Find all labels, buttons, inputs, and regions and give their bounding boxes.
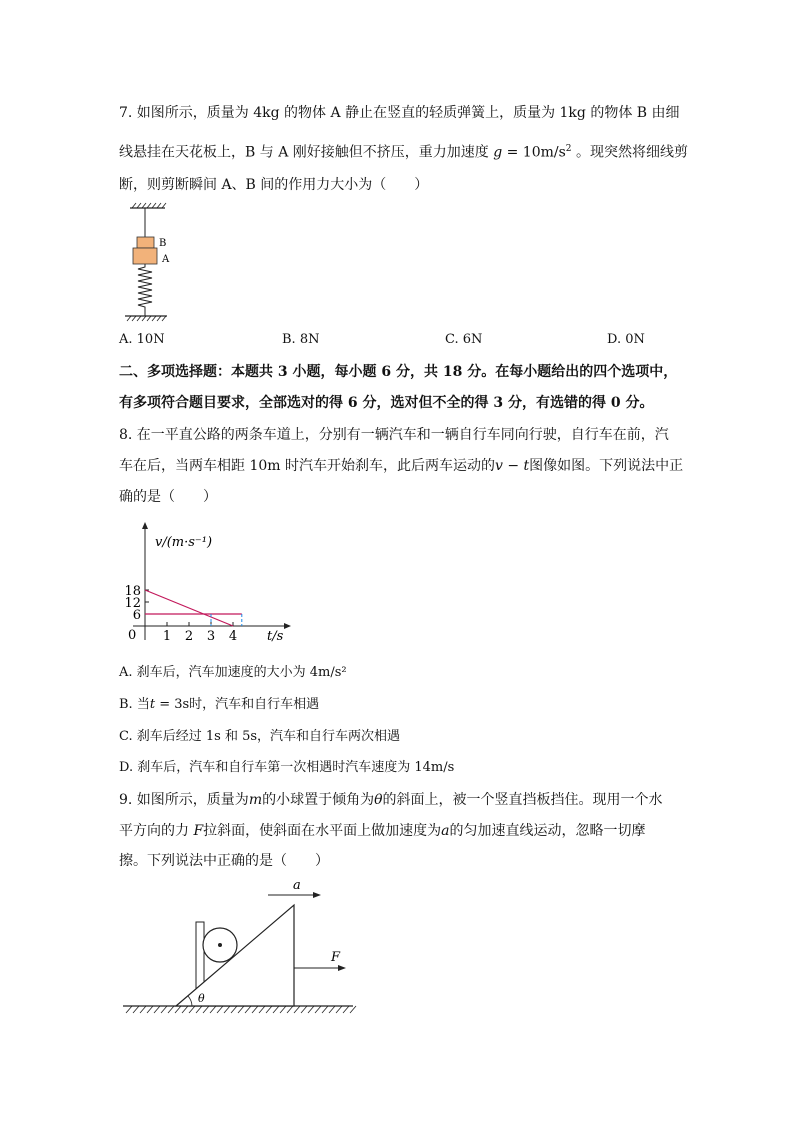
- x-axis-arrowhead: [284, 623, 291, 629]
- x-tick-label: 1: [162, 629, 172, 644]
- t-variable: t: [149, 697, 156, 712]
- label-a: A: [162, 254, 170, 265]
- q7-option-b: B. 8N: [282, 332, 320, 347]
- y-axis-label: v/(m·s⁻¹): [155, 535, 213, 550]
- fig-label-F: F: [331, 950, 341, 965]
- q8-text-line2: 车在后，当两车相距 10m 时汽车开始刹车，此后两车运动的v − t图像如图。下列说法中正: [119, 458, 684, 474]
- block-b: [137, 237, 154, 248]
- acceleration-arrowhead: [313, 892, 321, 898]
- a-variable: a: [441, 823, 450, 839]
- q7-text-line3: 断，则剪断瞬间 A、B 间的作用力大小为（ ）: [119, 177, 429, 193]
- block-a: [133, 248, 157, 264]
- x-tick-label: 2: [184, 629, 194, 644]
- q8-option-c: C. 刹车后经过 1s 和 5s，汽车和自行车两次相遇: [119, 729, 401, 744]
- section2-line2: 有多项符合题目要求，全部选对的得 6 分，选对但不全的得 3 分，有选错的得 0 分。: [119, 395, 654, 411]
- incline: [176, 905, 294, 1006]
- spring-block-figure: [125, 200, 185, 325]
- force-arrowhead: [338, 965, 346, 971]
- section2-line1: 二、多项选择题：本题共 3 小题，每小题 6 分，共 18 分。在每小题给出的四个选项中，: [119, 364, 678, 380]
- y-axis-arrowhead: [142, 522, 148, 529]
- q8-text-line1: 8. 在一平直公路的两条车道上，分别有一辆汽车和一辆自行车同向行驶，自行车在前，汽: [119, 427, 669, 443]
- fig-label-a: a: [293, 878, 301, 893]
- y-tick-label: 12: [124, 596, 141, 611]
- x-axis-label: t/s: [267, 629, 284, 644]
- q7-option-c: C. 6N: [445, 332, 483, 347]
- incline-figure: [118, 875, 358, 1020]
- vt-chart: [115, 520, 305, 650]
- label-b: B: [159, 238, 167, 249]
- ball-center: [218, 943, 222, 947]
- q9-text-line1: 9. 如图所示，质量为m的小球置于倾角为θ的斜面上，被一个竖直挡板挡住。现用一个水: [119, 792, 663, 808]
- q7-option-d: D. 0N: [607, 332, 645, 347]
- m-variable: m: [248, 792, 263, 808]
- q7-option-a: A. 10N: [119, 332, 165, 347]
- q8-option-b: B. 当t = 3s时，汽车和自行车相遇: [119, 697, 320, 712]
- F-variable: F: [193, 823, 204, 839]
- spring: [138, 264, 152, 316]
- y-tick-label: 18: [124, 584, 141, 599]
- vt-variable: v − t: [495, 458, 530, 474]
- q7-text-line1: 7. 如图所示，质量为 4kg 的物体 A 静止在竖直的轻质弹簧上，质量为 1kg 的物体 B 由细: [119, 105, 680, 121]
- floor-hatch: [127, 316, 166, 321]
- g-variable: g: [493, 144, 503, 161]
- q7-text-line2: 线悬挂在天花板上，B 与 A 刚好接触但不挤压，重力加速度 $g = 10m/s^2$ 。现突然将细线剪: [119, 144, 688, 161]
- q9-text-line3: 擦。下列说法中正确的是（ ）: [119, 853, 329, 869]
- q8-option-d: D. 刹车后，汽车和自行车第一次相遇时汽车速度为 14m/s: [119, 760, 455, 775]
- x-tick-label: 3: [206, 629, 216, 644]
- x-tick-label: 4: [228, 629, 238, 644]
- ground-hatch: [126, 1006, 356, 1013]
- origin-label: 0: [128, 628, 137, 643]
- q8-option-a: A. 刹车后，汽车加速度的大小为 4m/s²: [119, 665, 347, 680]
- series-line-1: [145, 590, 233, 626]
- y-tick-label: 6: [132, 608, 141, 623]
- q8-text-line3: 确的是（ ）: [119, 489, 217, 505]
- q9-text-line2: 平方向的力 F拉斜面，使斜面在水平面上做加速度为a的匀加速直线运动，忽略一切摩: [119, 823, 646, 839]
- fig-label-theta: θ: [198, 992, 205, 1005]
- ceiling-hatch: [132, 203, 166, 208]
- theta-variable: θ: [374, 792, 383, 808]
